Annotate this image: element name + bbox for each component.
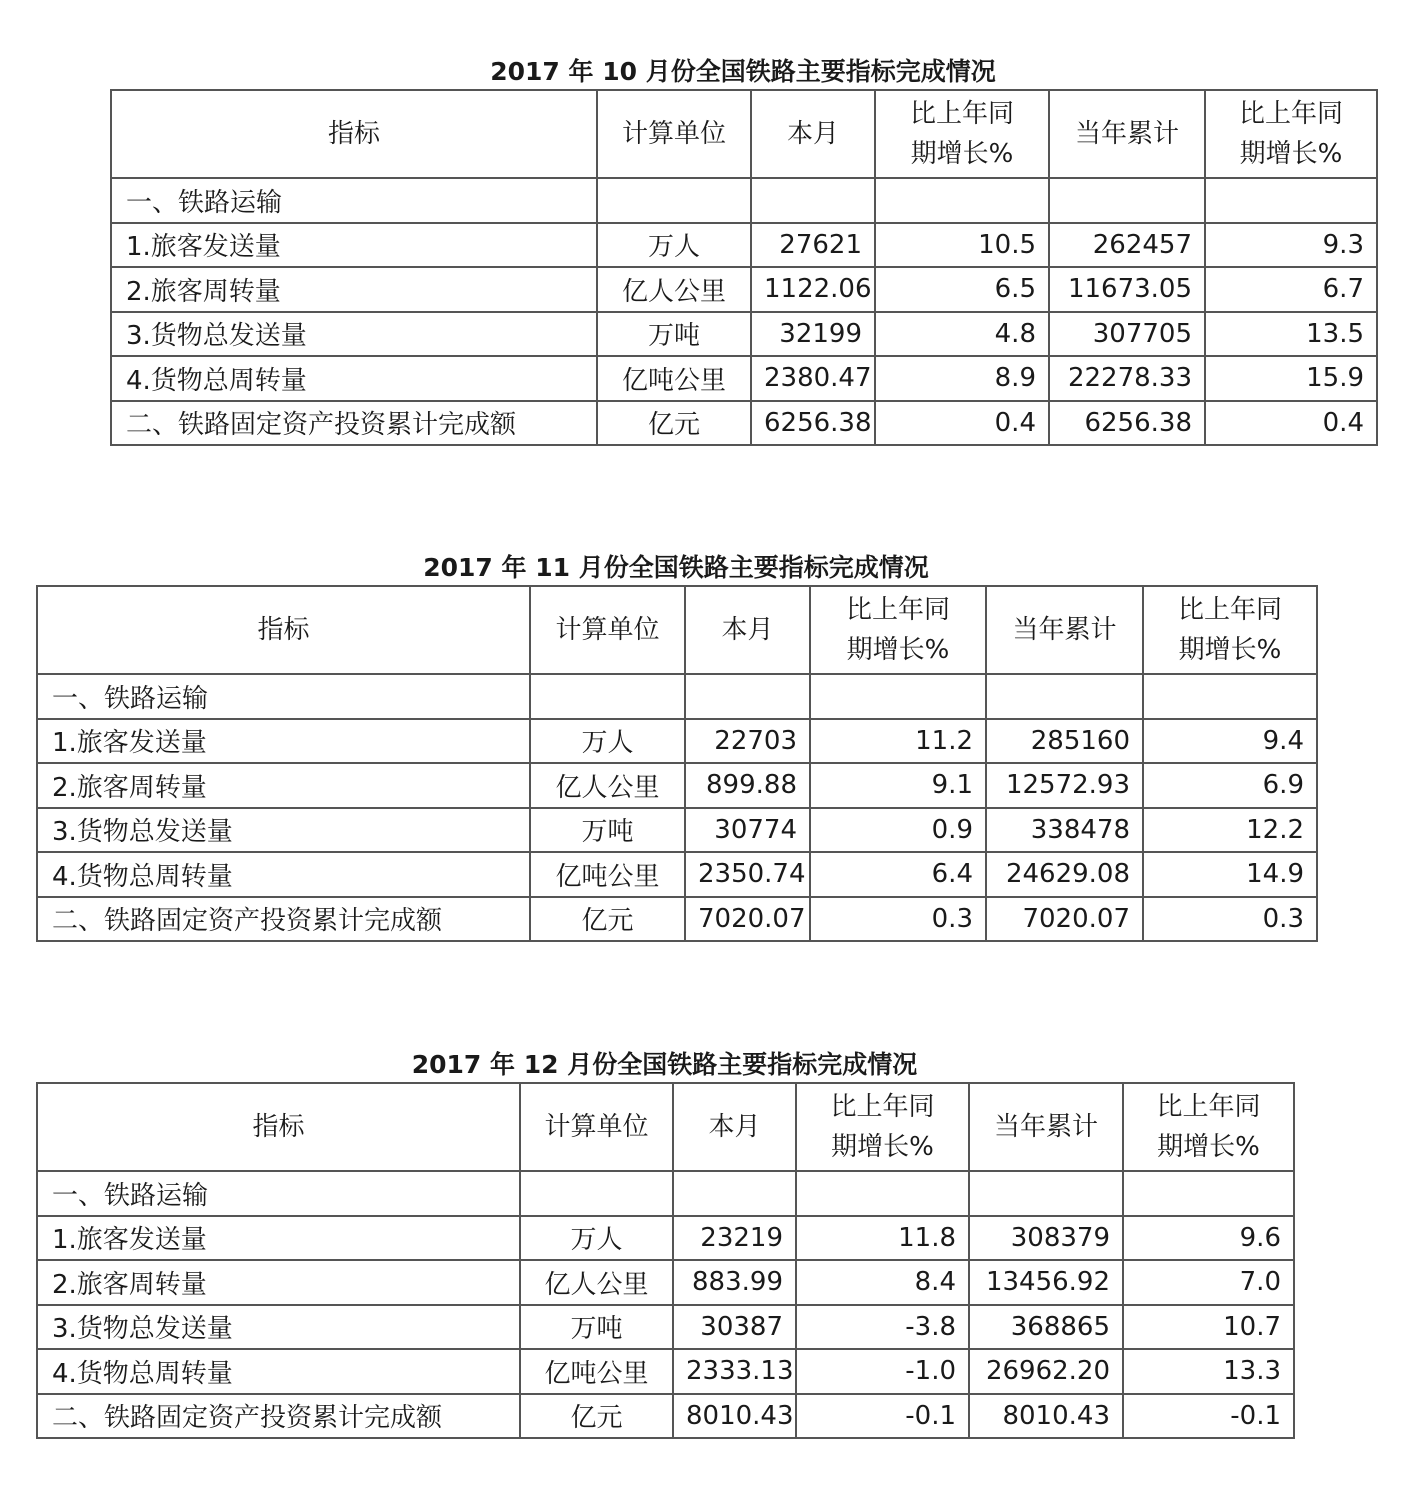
table-title: 2017 年 11 月份全国铁路主要指标完成情况 [423,553,929,582]
header-cumulative: 当年累计 [986,586,1143,674]
yoy-month-value [875,178,1049,223]
report-block [36,551,1316,942]
yoy-cumulative-value: 9.4 [1143,719,1317,764]
yoy-month-value: 6.5 [875,267,1049,312]
yoy-cumulative-value: 6.7 [1205,267,1377,312]
cumulative-value: 307705 [1049,312,1205,357]
month-value [685,674,810,719]
yoy-cumulative-value: 7.0 [1123,1260,1294,1305]
table-row [111,267,1377,312]
month-value: 22703 [685,719,810,764]
table-row [37,1171,1294,1216]
report-block [110,55,1376,446]
header-month: 本月 [751,90,875,178]
unit-cell: 万吨 [520,1305,673,1350]
header-yoy-cumulative: 比上年同期增长% [1143,586,1317,674]
cumulative-value: 338478 [986,808,1143,853]
table-row [37,897,1317,942]
yoy-month-value: 0.3 [810,897,986,942]
header-unit: 计算单位 [530,586,685,674]
indicator-name: 1.旅客发送量 [37,719,530,764]
cumulative-value: 6256.38 [1049,401,1205,446]
indicator-name: 二、铁路固定资产投资累计完成额 [37,1394,520,1439]
unit-cell: 亿人公里 [530,763,685,808]
unit-cell: 万吨 [530,808,685,853]
yoy-month-value: 0.4 [875,401,1049,446]
month-value: 8010.43 [673,1394,796,1439]
unit-cell: 万人 [520,1216,673,1261]
indicator-name: 二、铁路固定资产投资累计完成额 [111,401,597,446]
yoy-cumulative-value [1143,674,1317,719]
table-row [37,1216,1294,1261]
month-value: 7020.07 [685,897,810,942]
unit-cell: 万人 [530,719,685,764]
table-row [37,763,1317,808]
indicator-name: 4.货物总周转量 [37,852,530,897]
yoy-cumulative-value: 15.9 [1205,356,1377,401]
yoy-month-value [810,674,986,719]
unit-cell: 亿元 [597,401,751,446]
yoy-month-value [796,1171,969,1216]
unit-cell: 亿吨公里 [597,356,751,401]
table-row [37,1394,1294,1439]
unit-cell [530,674,685,719]
header-unit: 计算单位 [597,90,751,178]
table-header-row [37,1083,1294,1171]
month-value: 32199 [751,312,875,357]
table-row [37,1349,1294,1394]
cumulative-value: 13456.92 [969,1260,1123,1305]
yoy-cumulative-value: 10.7 [1123,1305,1294,1350]
table-header-row [37,586,1317,674]
month-value: 883.99 [673,1260,796,1305]
yoy-cumulative-value: 6.9 [1143,763,1317,808]
yoy-cumulative-value: -0.1 [1123,1394,1294,1439]
yoy-month-value: 0.9 [810,808,986,853]
indicator-name: 3.货物总发送量 [37,1305,520,1350]
unit-cell: 万人 [597,223,751,268]
unit-cell: 亿元 [530,897,685,942]
table-row [111,312,1377,357]
indicator-name: 2.旅客周转量 [111,267,597,312]
indicator-name: 4.货物总周转量 [111,356,597,401]
indicator-name: 一、铁路运输 [37,1171,520,1216]
table-title: 2017 年 12 月份全国铁路主要指标完成情况 [411,1050,918,1079]
indicator-name: 1.旅客发送量 [111,223,597,268]
indicator-name: 3.货物总发送量 [37,808,530,853]
cumulative-value [1049,178,1205,223]
cumulative-value: 26962.20 [969,1349,1123,1394]
unit-cell: 亿吨公里 [520,1349,673,1394]
month-value: 23219 [673,1216,796,1261]
cumulative-value [969,1171,1123,1216]
header-cumulative: 当年累计 [1049,90,1205,178]
cumulative-value: 7020.07 [986,897,1143,942]
cumulative-value: 8010.43 [969,1394,1123,1439]
header-cumulative: 当年累计 [969,1083,1123,1171]
indicator-table [36,1082,1295,1439]
cumulative-value: 11673.05 [1049,267,1205,312]
yoy-cumulative-value [1205,178,1377,223]
month-value: 27621 [751,223,875,268]
month-value: 1122.06 [751,267,875,312]
yoy-cumulative-value [1123,1171,1294,1216]
header-yoy-month: 比上年同期增长% [810,586,986,674]
yoy-cumulative-value: 12.2 [1143,808,1317,853]
yoy-cumulative-value: 9.3 [1205,223,1377,268]
table-header-row [111,90,1377,178]
yoy-month-value: -1.0 [796,1349,969,1394]
indicator-name: 2.旅客周转量 [37,763,530,808]
yoy-month-value: 6.4 [810,852,986,897]
cumulative-value: 285160 [986,719,1143,764]
yoy-month-value: -3.8 [796,1305,969,1350]
month-value: 30774 [685,808,810,853]
yoy-cumulative-value: 9.6 [1123,1216,1294,1261]
cumulative-value: 262457 [1049,223,1205,268]
yoy-month-value: 4.8 [875,312,1049,357]
unit-cell: 万吨 [597,312,751,357]
unit-cell [520,1171,673,1216]
month-value: 899.88 [685,763,810,808]
yoy-month-value: 10.5 [875,223,1049,268]
cumulative-value: 22278.33 [1049,356,1205,401]
table-row [111,401,1377,446]
table-row [37,1305,1294,1350]
yoy-month-value: 11.8 [796,1216,969,1261]
month-value: 2350.74 [685,852,810,897]
table-row [37,1260,1294,1305]
yoy-cumulative-value: 14.9 [1143,852,1317,897]
month-value: 2380.47 [751,356,875,401]
month-value [751,178,875,223]
cumulative-value [986,674,1143,719]
table-row [111,223,1377,268]
yoy-month-value: 9.1 [810,763,986,808]
indicator-name: 二、铁路固定资产投资累计完成额 [37,897,530,942]
month-value: 30387 [673,1305,796,1350]
yoy-month-value: 11.2 [810,719,986,764]
indicator-name: 3.货物总发送量 [111,312,597,357]
table-row [37,674,1317,719]
cumulative-value: 12572.93 [986,763,1143,808]
yoy-cumulative-value: 0.3 [1143,897,1317,942]
month-value: 6256.38 [751,401,875,446]
header-unit: 计算单位 [520,1083,673,1171]
header-month: 本月 [685,586,810,674]
table-row [37,719,1317,764]
yoy-month-value: -0.1 [796,1394,969,1439]
yoy-cumulative-value: 13.5 [1205,312,1377,357]
unit-cell [597,178,751,223]
yoy-cumulative-value: 13.3 [1123,1349,1294,1394]
unit-cell: 亿人公里 [597,267,751,312]
table-title: 2017 年 10 月份全国铁路主要指标完成情况 [490,57,996,86]
indicator-name: 2.旅客周转量 [37,1260,520,1305]
report-block [36,1048,1293,1439]
cumulative-value: 308379 [969,1216,1123,1261]
unit-cell: 亿人公里 [520,1260,673,1305]
header-yoy-month: 比上年同期增长% [796,1083,969,1171]
indicator-table [36,585,1318,942]
yoy-month-value: 8.4 [796,1260,969,1305]
indicator-table [110,89,1378,446]
month-value [673,1171,796,1216]
header-yoy-cumulative: 比上年同期增长% [1205,90,1377,178]
table-row [111,178,1377,223]
indicator-name: 4.货物总周转量 [37,1349,520,1394]
header-month: 本月 [673,1083,796,1171]
indicator-name: 一、铁路运输 [37,674,530,719]
month-value: 2333.13 [673,1349,796,1394]
indicator-name: 一、铁路运输 [111,178,597,223]
header-yoy-cumulative: 比上年同期增长% [1123,1083,1294,1171]
cumulative-value: 24629.08 [986,852,1143,897]
header-indicator: 指标 [37,586,530,674]
yoy-month-value: 8.9 [875,356,1049,401]
table-row [37,852,1317,897]
header-yoy-month: 比上年同期增长% [875,90,1049,178]
header-indicator: 指标 [37,1083,520,1171]
indicator-name: 1.旅客发送量 [37,1216,520,1261]
unit-cell: 亿吨公里 [530,852,685,897]
table-row [111,356,1377,401]
yoy-cumulative-value: 0.4 [1205,401,1377,446]
table-row [37,808,1317,853]
header-indicator: 指标 [111,90,597,178]
unit-cell: 亿元 [520,1394,673,1439]
cumulative-value: 368865 [969,1305,1123,1350]
